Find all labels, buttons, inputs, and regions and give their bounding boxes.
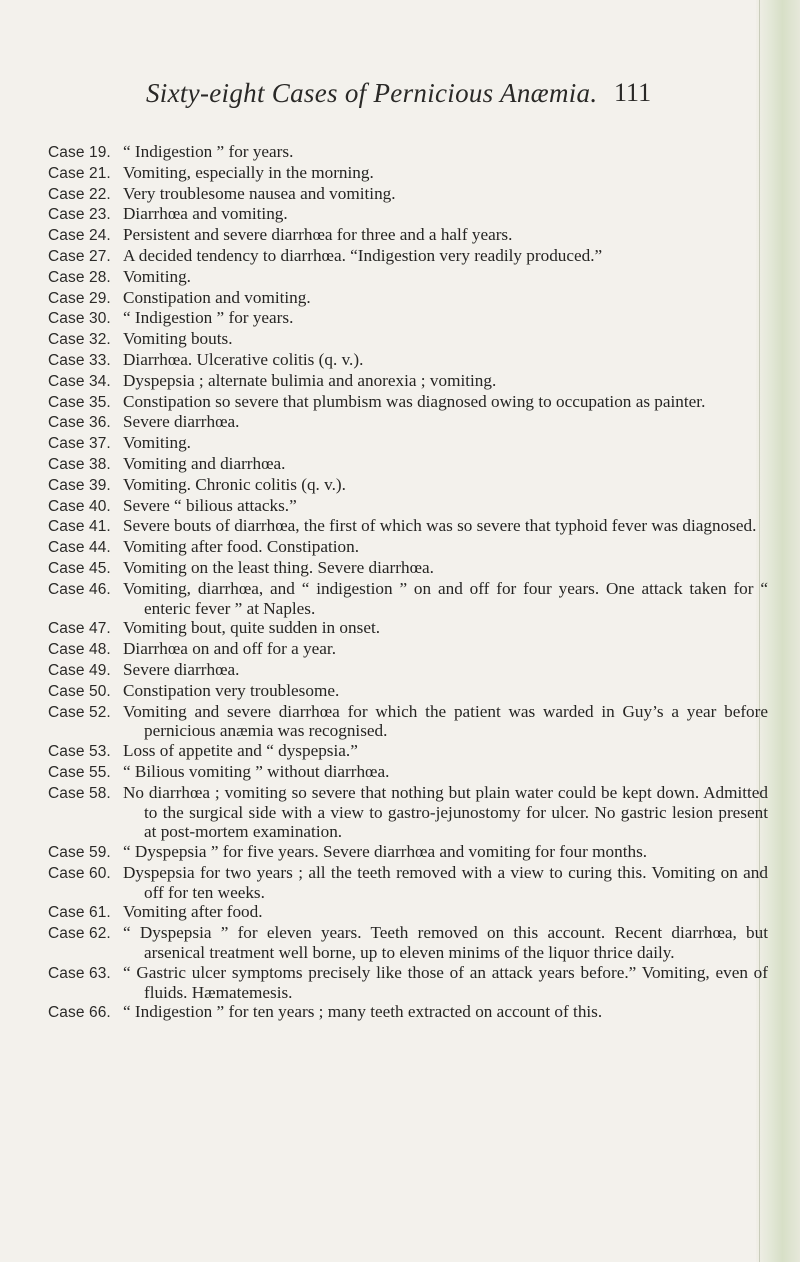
case-number: Case 47.	[48, 620, 111, 638]
case-number: Case 35.	[48, 393, 111, 411]
case-description: Constipation and vomiting.	[123, 287, 311, 307]
case-entry	[48, 902, 768, 923]
case-number: Case 41.	[48, 518, 111, 536]
case-number: Case 34.	[48, 372, 111, 390]
case-entry	[48, 412, 768, 433]
case-entry	[48, 618, 768, 639]
case-description: Vomiting after food.	[123, 902, 263, 922]
case-entry	[48, 204, 768, 225]
case-description: Dyspepsia for two years ; all the teeth removed with a view to curing this. Vomiting on and off for ten weeks.	[123, 862, 768, 902]
case-description: Diarrhœa and vomiting.	[123, 204, 288, 224]
case-entry	[48, 660, 768, 681]
case-description: Dyspepsia ; alternate bulimia and anorexia ; vomiting.	[123, 370, 497, 390]
case-entry	[48, 558, 768, 579]
case-description: Vomiting bouts.	[123, 329, 233, 349]
case-number: Case 33.	[48, 351, 111, 369]
case-number: Case 49.	[48, 661, 111, 679]
case-description: “ Gastric ulcer symptoms precisely like those of an attack years before.” Vomiting, even of fluids. Hæmatemesis.	[123, 962, 768, 1002]
case-entry	[48, 350, 768, 371]
case-entry	[48, 702, 768, 742]
case-description: Vomiting bout, quite sudden in onset.	[123, 618, 381, 638]
case-description: Vomiting, diarrhœa, and “ indigestion ” on and off for four years. One attack taken for “ enteric fever ” at Naples.	[123, 578, 768, 618]
case-number: Case 36.	[48, 414, 111, 432]
case-number: Case 59.	[48, 844, 111, 862]
case-number: Case 28.	[48, 268, 111, 286]
case-description: Severe “ bilious attacks.”	[123, 495, 297, 515]
case-description: Vomiting. Chronic colitis (q. v.).	[123, 474, 346, 494]
case-list	[48, 142, 768, 1023]
case-number: Case 58.	[48, 784, 111, 802]
case-description: Persistent and severe diarrhœa for three and a half years.	[123, 225, 513, 245]
case-entry	[48, 963, 768, 1003]
case-number: Case 19.	[48, 144, 111, 161]
case-description: “ Dyspepsia ” for five years. Severe diarrhœa and vomiting for four months.	[123, 842, 648, 862]
case-entry	[48, 516, 768, 537]
case-number: Case 45.	[48, 559, 111, 577]
case-description: “ Bilious vomiting ” without diarrhœa.	[123, 761, 390, 781]
case-entry	[48, 163, 768, 184]
case-entry	[48, 454, 768, 475]
page-number: 111	[614, 78, 652, 107]
case-description: Diarrhœa on and off for a year.	[123, 639, 337, 659]
case-entry	[48, 142, 768, 163]
case-number: Case 50.	[48, 682, 111, 700]
case-number: Case 61.	[48, 904, 111, 922]
case-entry	[48, 681, 768, 702]
case-number: Case 60.	[48, 864, 111, 882]
case-description: Severe bouts of diarrhœa, the first of which was so severe that typhoid fever was diagnosed.	[123, 516, 757, 536]
case-description: “ Indigestion ” for ten years ; many teeth extracted on account of this.	[123, 1002, 603, 1022]
case-number: Case 52.	[48, 703, 111, 721]
case-number: Case 48.	[48, 641, 111, 659]
case-description: Loss of appetite and “ dyspepsia.”	[123, 741, 358, 761]
case-description: Vomiting and severe diarrhœa for which the patient was warded in Guy’s a year before pernicious anæmia was recognised.	[123, 701, 768, 741]
case-description: Vomiting and diarrhœa.	[123, 453, 286, 473]
case-description: “ Dyspepsia ” for eleven years. Teeth removed on this account. Recent diarrhœa, but arsenical treatment well borne, up to eleven minims of the liquor thrice daily.	[123, 923, 768, 963]
case-entry	[48, 184, 768, 205]
case-number: Case 62.	[48, 925, 111, 943]
case-entry	[48, 329, 768, 350]
case-description: Vomiting, especially in the morning.	[123, 162, 374, 182]
case-entry	[48, 863, 768, 903]
case-number: Case 29.	[48, 289, 111, 307]
case-description: Vomiting after food. Constipation.	[123, 537, 359, 557]
case-description: Vomiting.	[123, 266, 191, 286]
case-number: Case 40.	[48, 497, 111, 515]
case-description: “ Indigestion ” for years.	[123, 142, 294, 161]
case-description: Diarrhœa. Ulcerative colitis (q. v.).	[123, 349, 364, 369]
case-entry	[48, 371, 768, 392]
case-entry	[48, 475, 768, 496]
case-entry	[48, 923, 768, 963]
case-number: Case 66.	[48, 1004, 111, 1022]
case-entry	[48, 741, 768, 762]
case-entry	[48, 639, 768, 660]
page-header	[0, 78, 760, 118]
case-number: Case 22.	[48, 185, 111, 203]
case-entry	[48, 392, 768, 413]
case-number: Case 46.	[48, 580, 111, 598]
case-number: Case 55.	[48, 763, 111, 781]
case-entry	[48, 496, 768, 517]
case-number: Case 27.	[48, 247, 111, 265]
case-entry	[48, 433, 768, 454]
case-entry	[48, 225, 768, 246]
case-description: A decided tendency to diarrhœa. “Indigestion very readily produced.”	[123, 245, 603, 265]
case-number: Case 38.	[48, 455, 111, 473]
case-number: Case 23.	[48, 206, 111, 224]
running-title: Sixty-eight Cases of Pernicious Anæmia.	[146, 78, 598, 108]
case-entry	[48, 762, 768, 783]
case-description: Vomiting on the least thing. Severe diarrhœa.	[123, 557, 434, 577]
case-number: Case 32.	[48, 331, 111, 349]
case-description: “ Indigestion ” for years.	[123, 308, 294, 328]
case-description: No diarrhœa ; vomiting so severe that nothing but plain water could be kept down. Admitted to the surgical side with a view to gastro-jejunostomy for ulcer. No gastric lesion present at post-mortem examination.	[123, 782, 768, 842]
case-number: Case 44.	[48, 539, 111, 557]
case-number: Case 39.	[48, 476, 111, 494]
case-description: Severe diarrhœa.	[123, 412, 240, 432]
case-entry	[48, 246, 768, 267]
case-description: Vomiting.	[123, 433, 191, 453]
case-entry	[48, 783, 768, 842]
case-entry	[48, 288, 768, 309]
case-description: Severe diarrhœa.	[123, 659, 240, 679]
case-number: Case 63.	[48, 964, 111, 982]
case-number: Case 37.	[48, 435, 111, 453]
case-entry	[48, 842, 768, 863]
case-description: Constipation so severe that plumbism was diagnosed owing to occupation as painter.	[123, 391, 706, 411]
case-number: Case 53.	[48, 743, 111, 761]
case-entry	[48, 1002, 768, 1023]
case-entry	[48, 308, 768, 329]
case-description: Very troublesome nausea and vomiting.	[123, 183, 396, 203]
case-entry	[48, 267, 768, 288]
case-description: Constipation very troublesome.	[123, 680, 340, 700]
case-number: Case 30.	[48, 310, 111, 328]
case-entry	[48, 579, 768, 619]
case-number: Case 21.	[48, 164, 111, 182]
case-number: Case 24.	[48, 227, 111, 245]
case-entry	[48, 537, 768, 558]
